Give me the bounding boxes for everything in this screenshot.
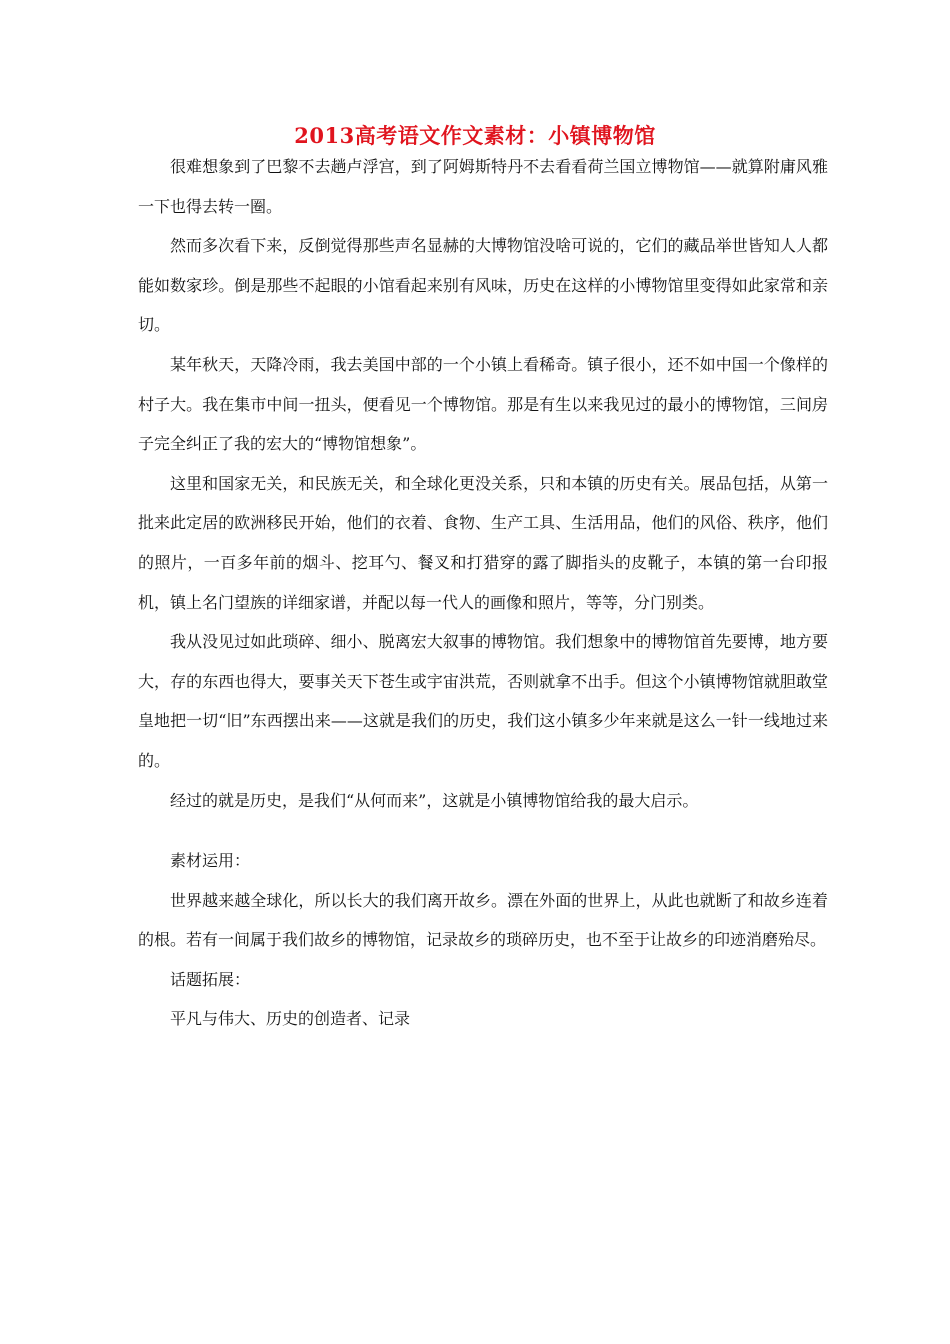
paragraph-6: 经过的就是历史，是我们“从何而来”，这就是小镇博物馆给我的最大启示。 bbox=[170, 790, 699, 810]
paragraph-3: 某年秋天，天降冷雨，我去美国中部的一个小镇上看稀奇。镇子很小，还不如中国一个像样的村子大。我在集市中间一扭头，便看见一个博物馆。那是有生以来我见过的最小的博物馆，三间房子完全纠正了我的宏大的“博物馆想象”。 bbox=[138, 354, 828, 454]
document-body bbox=[138, 147, 828, 1039]
topic-text: 平凡与伟大、历史的创造者、记录 bbox=[170, 1009, 411, 1029]
paragraph-4: 这里和国家无关，和民族无关，和全球化更没关系，只和本镇的历史有关。展品包括，从第一批来此定居的欧洲移民开始，他们的衣着、食物、生产工具、生活用品，他们的风俗、秩序，他们的照片，一百多年前的烟斗、挖耳勺、餐叉和打猎穿的露了脚指头的皮靴子，本镇的第一台印报机，镇上名门望族的详细家谱，并配以每一代人的画像和照片，等等，分门别类。 bbox=[138, 473, 828, 612]
paragraph-1: 很难想象到了巴黎不去趟卢浮宫，到了阿姆斯特丹不去看看荷兰国立博物馆——就算附庸风雅一下也得去转一圈。 bbox=[138, 157, 828, 216]
paragraph-2: 然而多次看下来，反倒觉得那些声名显赫的大博物馆没啥可说的，它们的藏品举世皆知人人都能如数家珍。倒是那些不起眼的小馆看起来别有风味，历史在这样的小博物馆里变得如此家常和亲切。 bbox=[138, 236, 828, 335]
topic-heading: 话题拓展： bbox=[170, 969, 251, 989]
document-title: 2013高考语文作文素材：小镇博物馆 bbox=[294, 123, 656, 148]
paragraph-5: 我从没见过如此琐碎、细小、脱离宏大叙事的博物馆。我们想象中的博物馆首先要博，地方要大，存的东西也得大，要事关天下苍生或宇宙洪荒，否则就拿不出手。但这个小镇博物馆就胆敢堂皇地把一切“旧”东西摆出来——这就是我们的历史，我们这小镇多少年来就是这么一针一线地过来的。 bbox=[138, 632, 828, 770]
usage-text: 世界越来越全球化，所以长大的我们离开故乡。漂在外面的世界上，从此也就断了和故乡连着的根。若有一间属于我们故乡的博物馆，记录故乡的琐碎历史，也不至于让故乡的印迹消磨殆尽。 bbox=[138, 890, 828, 950]
usage-heading: 素材运用： bbox=[170, 851, 251, 871]
